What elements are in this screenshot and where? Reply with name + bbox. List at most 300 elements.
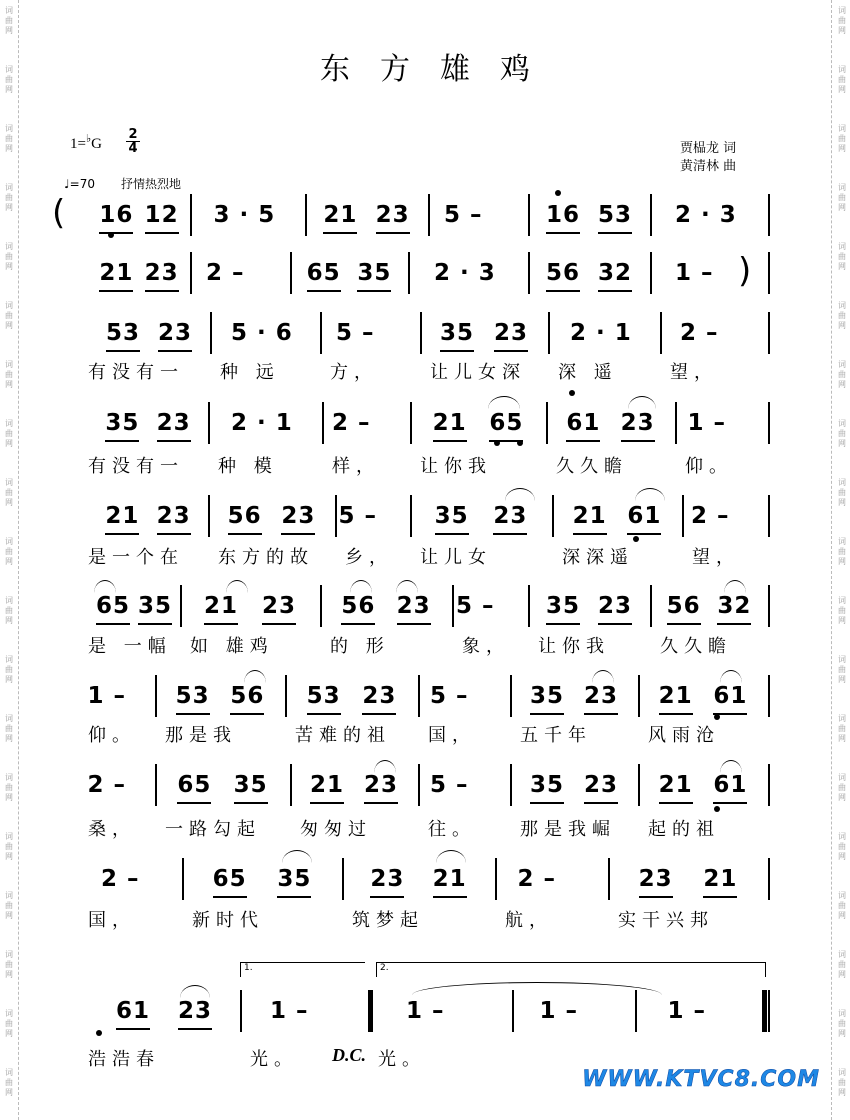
beam-underline: [370, 896, 404, 898]
note-group: 5 –: [444, 202, 483, 228]
note-group: 1 –: [667, 998, 707, 1024]
bar-line: [420, 312, 422, 354]
watermark-mark: 词 曲 网: [838, 714, 846, 743]
slur-mark: [94, 580, 116, 593]
note-group: 23: [178, 998, 213, 1024]
note-group: 53: [306, 683, 341, 709]
beam-underline: [713, 802, 747, 804]
beam-underline: [176, 713, 210, 715]
watermark-mark: 词 曲 网: [838, 950, 846, 979]
beam-underline: [433, 896, 467, 898]
note-group: 61: [627, 503, 662, 529]
note-group: 65: [306, 260, 341, 286]
note-group: 65: [96, 593, 131, 619]
watermark-mark: 词 曲 网: [5, 714, 13, 743]
beam-underline: [307, 290, 341, 292]
lyric-text: 种 模: [218, 456, 278, 477]
beam-underline: [99, 290, 133, 292]
lyric-text: 的 形: [330, 636, 390, 657]
beam-underline: [145, 232, 179, 234]
beam-underline: [138, 623, 172, 625]
lyric-text: 仰。: [88, 725, 136, 746]
watermark-mark: 词 曲 网: [5, 419, 13, 448]
key-signature: 1=♭G: [70, 133, 103, 152]
octave-dot: [108, 232, 114, 238]
bar-line: [335, 495, 337, 537]
note-group: 23: [494, 320, 529, 346]
note-group: 21: [432, 866, 467, 892]
note-group: 21: [658, 772, 693, 798]
bar-line: [320, 312, 322, 354]
note-group: 23: [584, 772, 619, 798]
octave-dot: [569, 390, 575, 396]
bar-line: [768, 495, 770, 537]
time-signature: 2 4: [126, 128, 140, 155]
note-group: 23: [158, 320, 193, 346]
slur-mark: [505, 488, 535, 501]
beam-underline: [204, 623, 238, 625]
note-group: 1 –: [539, 998, 579, 1024]
note-group: 35: [530, 772, 565, 798]
bar-line: [418, 764, 420, 806]
lyric-text: 国，: [428, 725, 476, 746]
octave-dot: [714, 806, 720, 812]
bar-line: [428, 194, 430, 236]
beam-underline: [277, 896, 311, 898]
note-group: 2 –: [101, 866, 140, 892]
note-group: 35: [530, 683, 565, 709]
watermark-mark: 词 曲 网: [838, 124, 846, 153]
lyric-text: 让你我: [538, 636, 610, 657]
beam-underline: [659, 713, 693, 715]
bar-line: [528, 194, 530, 236]
slur-mark: [396, 580, 418, 593]
beam-underline: [145, 290, 179, 292]
bar-line: [180, 585, 182, 627]
note-group: 5 · 6: [231, 320, 293, 346]
watermark-mark: 词 曲 网: [5, 183, 13, 212]
note-group: 1 –: [675, 260, 714, 286]
watermark-mark: 词 曲 网: [5, 301, 13, 330]
beam-underline: [106, 350, 140, 352]
slur-mark: [436, 850, 466, 863]
watermark-mark: 词 曲 网: [838, 891, 846, 920]
bar-line: [650, 585, 652, 627]
octave-dot: [517, 440, 523, 446]
lyric-text: 五千年: [520, 725, 592, 746]
note-group: 65: [177, 772, 212, 798]
beam-underline: [177, 802, 211, 804]
note-group: 23: [362, 683, 397, 709]
note-group: 23: [370, 866, 405, 892]
note-group: 1 –: [87, 683, 127, 709]
watermark-mark: 词 曲 网: [5, 891, 13, 920]
watermark-mark: 词 曲 网: [5, 832, 13, 861]
watermark-mark: 词 曲 网: [838, 419, 846, 448]
beam-underline: [323, 232, 357, 234]
note-group: 53: [598, 202, 633, 228]
bar-line: [528, 585, 530, 627]
bar-line: [548, 312, 550, 354]
beam-underline: [440, 350, 474, 352]
watermark-mark: 词 曲 网: [838, 1068, 846, 1097]
lyric-text: 新时代: [192, 910, 264, 931]
beam-underline: [703, 896, 737, 898]
note-group: 21: [310, 772, 345, 798]
beam-underline: [364, 802, 398, 804]
note-group: 35: [105, 410, 140, 436]
bar-line: [675, 402, 677, 444]
bar-line: [512, 990, 514, 1032]
lyric-text: 实干兴邦: [618, 910, 714, 931]
note-group: 56: [546, 260, 581, 286]
beam-underline: [96, 623, 130, 625]
lyric-text: 那是我崛: [520, 819, 616, 840]
lyric-text: 东方的故: [218, 547, 314, 568]
beam-underline: [178, 1028, 212, 1030]
lyric-text: 望，: [670, 362, 718, 383]
watermark-mark: 词 曲 网: [838, 478, 846, 507]
beam-underline: [105, 533, 139, 535]
volta-second-ending: 2.: [376, 962, 766, 977]
bar-line: [768, 252, 770, 294]
note-group: 23: [598, 593, 633, 619]
note-group: 16: [99, 202, 134, 228]
note-group: 23: [396, 593, 431, 619]
beam-underline: [546, 290, 580, 292]
note-group: 12: [144, 202, 179, 228]
beam-underline: [157, 533, 191, 535]
da-capo-marking: D.C.: [332, 1045, 367, 1065]
note-group: 61: [713, 683, 748, 709]
note-group: 23: [493, 503, 528, 529]
watermark-mark: 词 曲 网: [838, 183, 846, 212]
slur-mark: [724, 580, 746, 593]
lyric-text: 一路勾起: [165, 819, 261, 840]
bar-line: [155, 764, 157, 806]
note-group: 2 · 3: [434, 260, 496, 286]
bar-line: [768, 194, 770, 236]
note-group: 1 –: [270, 998, 309, 1024]
slur-mark: [350, 580, 372, 593]
bar-line: [528, 252, 530, 294]
note-group: 21: [204, 593, 239, 619]
note-group: 5 –: [456, 593, 495, 619]
beam-underline: [621, 440, 655, 442]
note-group: 23: [638, 866, 673, 892]
note-group: 23: [281, 503, 316, 529]
note-group: 21: [432, 410, 467, 436]
bar-line: [410, 495, 412, 537]
bar-line: [320, 585, 322, 627]
bar-line: [768, 858, 770, 900]
slur-mark: [592, 670, 614, 683]
bar-line: [342, 858, 344, 900]
slur-mark: [628, 396, 656, 409]
beam-underline: [116, 1028, 150, 1030]
bar-line: [682, 495, 684, 537]
site-logo[interactable]: WWW.KTVC8.COM: [582, 1067, 820, 1092]
beam-underline: [639, 896, 673, 898]
watermark-mark: 词 曲 网: [5, 1068, 13, 1097]
beam-underline: [584, 802, 618, 804]
slur-mark: [412, 982, 662, 995]
lyric-text: 浩浩春: [88, 1049, 160, 1070]
watermark-mark: 词 曲 网: [838, 832, 846, 861]
beam-underline: [493, 533, 527, 535]
bar-line: [408, 252, 410, 294]
note-group: 2 –: [87, 772, 127, 798]
note-group: 35: [434, 503, 469, 529]
beam-underline: [573, 533, 607, 535]
note-group: 61: [116, 998, 151, 1024]
bar-line: [768, 402, 770, 444]
beam-underline: [158, 350, 192, 352]
watermark-mark: 词 曲 网: [5, 360, 13, 389]
watermark-mark: 词 曲 网: [838, 6, 846, 35]
note-group: 21: [323, 202, 358, 228]
beam-underline: [230, 713, 264, 715]
bar-line: [190, 252, 192, 294]
note-group: 53: [175, 683, 210, 709]
note-group: 2 –: [332, 410, 371, 436]
watermark-mark: 词 曲 网: [5, 950, 13, 979]
beam-underline: [341, 623, 375, 625]
note-group: 2 · 3: [675, 202, 737, 228]
lyric-text: 让儿女深: [430, 362, 526, 383]
note-group: 21: [99, 260, 134, 286]
beam-underline: [494, 350, 528, 352]
watermark-mark: 词 曲 网: [838, 301, 846, 330]
slur-mark: [720, 760, 742, 773]
lyric-text: 国，: [88, 910, 136, 931]
note-group: 56: [666, 593, 701, 619]
beam-underline: [717, 623, 751, 625]
lyric-text: 桑，: [88, 819, 136, 840]
beam-underline: [530, 713, 564, 715]
beam-underline: [310, 802, 344, 804]
note-group: 21: [703, 866, 738, 892]
bar-line: [182, 858, 184, 900]
note-group: 21: [572, 503, 607, 529]
octave-dot: [633, 536, 639, 542]
note-group: 61: [713, 772, 748, 798]
watermark-mark: 词 曲 网: [838, 655, 846, 684]
final-bar: [762, 990, 767, 1032]
bar-line: [510, 675, 512, 717]
bar-line: [768, 764, 770, 806]
note-group: 35: [138, 593, 173, 619]
note-group: 35: [546, 593, 581, 619]
watermark-mark: 词 曲 网: [5, 537, 13, 566]
bar-line: [452, 585, 454, 627]
beam-underline: [584, 713, 618, 715]
note-group: 53: [106, 320, 141, 346]
lyric-text: 深深遥: [562, 547, 634, 568]
repeat-paren-open: (: [52, 193, 66, 233]
beam-underline: [546, 623, 580, 625]
lyric-text: 种 远: [220, 362, 280, 383]
lyric-text: 那是我: [165, 725, 237, 746]
slur-mark: [488, 396, 520, 409]
watermark-mark: 词 曲 网: [838, 65, 846, 94]
beam-underline: [627, 533, 661, 535]
bar-line: [305, 194, 307, 236]
note-group: 2 · 1: [570, 320, 632, 346]
bar-line: [208, 402, 210, 444]
note-group: 23: [364, 772, 399, 798]
lyric-text: 让儿女: [420, 547, 492, 568]
bar-line: [552, 495, 554, 537]
note-group: 5 –: [338, 503, 378, 529]
watermark-mark: 词 曲 网: [838, 242, 846, 271]
slur-mark: [244, 670, 266, 683]
lyric-text: 光。: [378, 1049, 426, 1070]
note-group: 23: [262, 593, 297, 619]
beam-underline: [667, 623, 701, 625]
bar-line: [546, 402, 548, 444]
note-group: 32: [717, 593, 752, 619]
bar-line: [638, 675, 640, 717]
bar-line: [285, 675, 287, 717]
lyric-text: 匆匆过: [300, 819, 372, 840]
beam-underline: [307, 713, 341, 715]
bar-line: [290, 252, 292, 294]
slur-mark: [180, 985, 210, 998]
note-group: 16: [546, 202, 581, 228]
lyric-text: 是 一幅: [88, 636, 172, 657]
beam-underline: [157, 440, 191, 442]
bar-line: [510, 764, 512, 806]
note-group: 35: [277, 866, 312, 892]
watermark-mark: 词 曲 网: [5, 1009, 13, 1038]
bar-line: [290, 764, 292, 806]
note-group: 23: [620, 410, 655, 436]
bar-line: [650, 194, 652, 236]
beam-underline: [397, 623, 431, 625]
lyric-text: 样，: [332, 456, 380, 477]
bar-line: [768, 585, 770, 627]
note-group: 2 –: [517, 866, 557, 892]
repeat-paren-close: ): [738, 251, 752, 291]
watermark-mark: 词 曲 网: [838, 596, 846, 625]
lyric-text: 风雨沧: [648, 725, 720, 746]
beam-underline: [435, 533, 469, 535]
octave-dot: [494, 440, 500, 446]
lyric-text: 光。: [250, 1049, 298, 1070]
octave-dot: [714, 714, 720, 720]
beam-underline: [234, 802, 268, 804]
note-group: 2 –: [691, 503, 730, 529]
note-group: 5 –: [336, 320, 375, 346]
watermark-mark: 词 曲 网: [838, 537, 846, 566]
slur-mark: [374, 760, 396, 773]
beam-underline: [433, 440, 467, 442]
note-group: 23: [144, 260, 179, 286]
note-group: 32: [598, 260, 633, 286]
note-group: 21: [658, 683, 693, 709]
bar-line: [638, 764, 640, 806]
lyric-text: 有没有一: [88, 456, 184, 477]
slur-mark: [720, 670, 742, 683]
watermark-mark: 词 曲 网: [838, 360, 846, 389]
note-group: 2 · 1: [231, 410, 293, 436]
beam-underline: [213, 896, 247, 898]
bar-line: [322, 402, 324, 444]
note-group: 35: [357, 260, 392, 286]
watermark-mark: 词 曲 网: [5, 6, 13, 35]
lyric-text: 深 遥: [558, 362, 618, 383]
note-group: 1 –: [687, 410, 727, 436]
note-group: 35: [440, 320, 475, 346]
note-group: 65: [212, 866, 247, 892]
watermark-mark: 词 曲 网: [5, 773, 13, 802]
beam-underline: [376, 232, 410, 234]
slur-mark: [282, 850, 312, 863]
bar-line: [635, 990, 637, 1032]
slur-mark: [635, 488, 665, 501]
tempo-marking: ♩=70 抒情热烈地: [64, 177, 181, 191]
lyric-text: 是一个在: [88, 547, 184, 568]
note-group: 23: [156, 503, 191, 529]
bar-line: [190, 194, 192, 236]
bar-line: [650, 252, 652, 294]
watermark-mark: 词 曲 网: [5, 65, 13, 94]
note-group: 56: [341, 593, 376, 619]
note-group: 2 –: [206, 260, 245, 286]
lyric-text: 往。: [428, 819, 476, 840]
lyric-text: 久久瞻: [660, 636, 732, 657]
lyric-text: 仰。: [685, 456, 733, 477]
note-group: 5 –: [430, 772, 469, 798]
beam-underline: [99, 232, 133, 234]
octave-dot: [96, 1030, 102, 1036]
bar-line: [768, 675, 770, 717]
beam-underline: [598, 290, 632, 292]
lyric-text: 起的祖: [648, 819, 720, 840]
octave-dot: [555, 190, 561, 196]
beam-underline: [598, 232, 632, 234]
watermark-mark: 词 曲 网: [5, 655, 13, 684]
lyric-text: 有没有一: [88, 362, 184, 383]
bar-line: [495, 858, 497, 900]
note-group: 21: [105, 503, 140, 529]
lyric-text: 方，: [330, 362, 378, 383]
bar-line: [418, 675, 420, 717]
song-title: 东方雄鸡: [320, 52, 560, 87]
note-group: 61: [566, 410, 601, 436]
watermark-mark: 词 曲 网: [838, 1009, 846, 1038]
composer-credit: 黄清林 曲: [680, 159, 737, 174]
volta-first-ending: 1.: [240, 962, 365, 977]
note-group: 23: [375, 202, 410, 228]
beam-underline: [362, 713, 396, 715]
bar-line: [155, 675, 157, 717]
lyric-text: 苦难的祖: [295, 725, 391, 746]
watermark-mark: 词 曲 网: [5, 242, 13, 271]
watermark-mark: 词 曲 网: [5, 596, 13, 625]
bar-line: [240, 990, 242, 1032]
note-group: 1 –: [406, 998, 445, 1024]
note-group: 2 –: [680, 320, 719, 346]
lyricist-credit: 贾榀龙 词: [680, 141, 737, 156]
lyric-text: 如 雄鸡: [190, 636, 274, 657]
bar-line: [410, 402, 412, 444]
lyric-text: 象，: [462, 636, 510, 657]
beam-underline: [262, 623, 296, 625]
double-bar: [370, 990, 373, 1032]
bar-line: [768, 990, 770, 1032]
